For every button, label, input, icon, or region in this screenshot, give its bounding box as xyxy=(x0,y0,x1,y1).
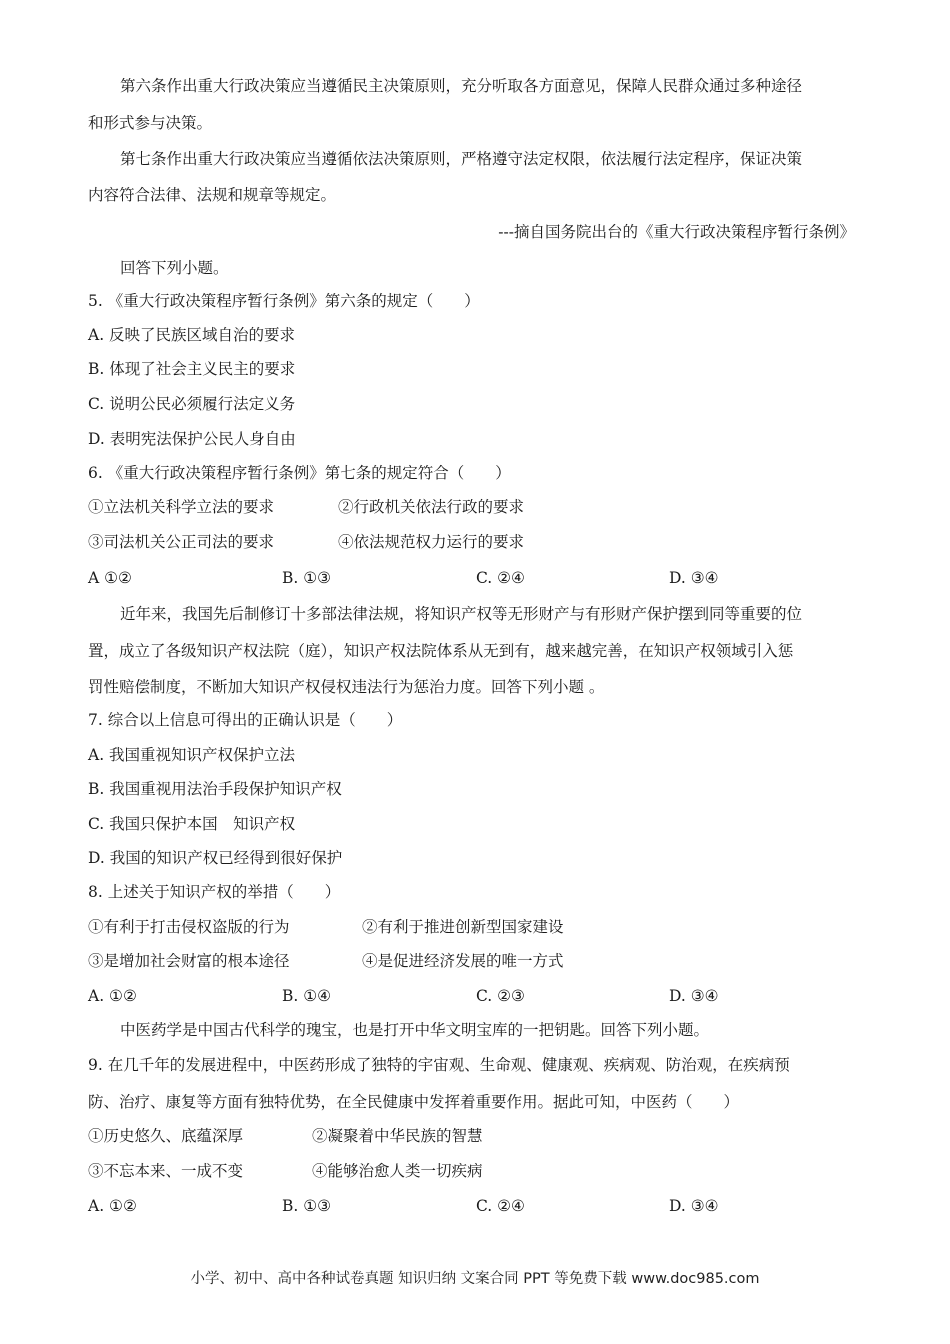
question-8-option-c[interactable]: C. ②③ xyxy=(476,987,525,1005)
passage-prompt: 回答下列小题。 xyxy=(120,259,229,277)
question-6-item-1: ①立法机关科学立法的要求 xyxy=(88,498,275,516)
question-6-item-4: ④依法规范权力运行的要求 xyxy=(338,533,525,551)
passage-text: 罚性赔偿制度，不断加大知识产权侵权违法行为惩治力度。回答下列小题 。 xyxy=(88,678,605,696)
question-9-stem: 9. 在几千年的发展进程中，中医药形成了独特的宇宙观、生命观、健康观、疾病观、防治观，在疾病预 xyxy=(88,1056,790,1074)
question-9-item-2: ②凝聚着中华民族的智慧 xyxy=(312,1127,483,1145)
question-6-option-a[interactable]: A ①② xyxy=(88,569,132,587)
question-7-stem: 7. 综合以上信息可得出的正确认识是（ ） xyxy=(88,711,403,729)
question-7-option-b[interactable]: B. 我国重视用法治手段保护知识产权 xyxy=(88,780,342,798)
question-9-item-4: ④能够治愈人类一切疾病 xyxy=(312,1162,483,1180)
question-6-stem: 6. 《重大行政决策程序暂行条例》第七条的规定符合（ ） xyxy=(88,464,511,482)
question-6-item-3: ③司法机关公正司法的要求 xyxy=(88,533,275,551)
question-9-item-3: ③不忘本来、一成不变 xyxy=(88,1162,244,1180)
passage-text: 置，成立了各级知识产权法院（庭），知识产权法院体系从无到有，越来越完善，在知识产权领域引入惩 xyxy=(88,642,794,660)
question-8-option-a[interactable]: A. ①② xyxy=(88,987,137,1005)
passage-text: 第七条作出重大行政决策应当遵循依法决策原则，严格遵守法定权限，依法履行法定程序，保证决策 xyxy=(120,150,803,168)
question-9-option-c[interactable]: C. ②④ xyxy=(476,1197,525,1215)
question-8-item-4: ④是促进经济发展的唯一方式 xyxy=(362,952,564,970)
question-9-option-d[interactable]: D. ③④ xyxy=(669,1197,719,1215)
question-6-item-2: ②行政机关依法行政的要求 xyxy=(338,498,525,516)
question-5-option-a[interactable]: A. 反映了民族区域自治的要求 xyxy=(88,326,296,344)
question-6-option-d[interactable]: D. ③④ xyxy=(669,569,719,587)
passage-text: 内容符合法律、法规和规章等规定。 xyxy=(88,186,337,204)
page-footer: 小学、初中、高中各种试卷真题 知识归纳 文案合同 PPT 等免费下载 www.doc985.com xyxy=(190,1271,760,1287)
question-8-option-d[interactable]: D. ③④ xyxy=(669,987,719,1005)
passage-text: 第六条作出重大行政决策应当遵循民主决策原则，充分听取各方面意见，保障人民群众通过多种途径 xyxy=(120,77,803,95)
question-8-item-1: ①有利于打击侵权盗版的行为 xyxy=(88,918,290,936)
question-9-option-b[interactable]: B. ①③ xyxy=(282,1197,332,1215)
passage-text: 近年来，我国先后制修订十多部法律法规，将知识产权等无形财产与有形财产保护摆到同等重要的位 xyxy=(120,605,803,623)
passage-text: 和形式参与决策。 xyxy=(88,114,213,132)
passage-text: 中医药学是中国古代科学的瑰宝，也是打开中华文明宝库的一把钥匙。回答下列小题。 xyxy=(120,1021,710,1039)
question-5-option-c[interactable]: C. 说明公民必须履行法定义务 xyxy=(88,395,296,413)
question-5-option-d[interactable]: D. 表明宪法保护公民人身自由 xyxy=(88,430,296,448)
question-7-option-d[interactable]: D. 我国的知识产权已经得到很好保护 xyxy=(88,849,343,867)
question-7-option-c[interactable]: C. 我国只保护本国 知识产权 xyxy=(88,815,296,833)
passage-source: ---摘自国务院出台的《重大行政决策程序暂行条例》 xyxy=(498,223,855,241)
question-8-item-2: ②有利于推进创新型国家建设 xyxy=(362,918,564,936)
question-6-option-c[interactable]: C. ②④ xyxy=(476,569,525,587)
question-9-stem: 防、治疗、康复等方面有独特优势，在全民健康中发挥着重要作用。据此可知，中医药（ ） xyxy=(88,1093,740,1111)
question-5-stem: 5. 《重大行政决策程序暂行条例》第六条的规定（ ） xyxy=(88,292,480,310)
question-8-item-3: ③是增加社会财富的根本途径 xyxy=(88,952,290,970)
question-6-option-b[interactable]: B. ①③ xyxy=(282,569,332,587)
question-9-item-1: ①历史悠久、底蕴深厚 xyxy=(88,1127,244,1145)
question-5-option-b[interactable]: B. 体现了社会主义民主的要求 xyxy=(88,360,296,378)
question-8-option-b[interactable]: B. ①④ xyxy=(282,987,332,1005)
question-7-option-a[interactable]: A. 我国重视知识产权保护立法 xyxy=(88,746,296,764)
question-9-option-a[interactable]: A. ①② xyxy=(88,1197,137,1215)
question-8-stem: 8. 上述关于知识产权的举措（ ） xyxy=(88,883,341,901)
